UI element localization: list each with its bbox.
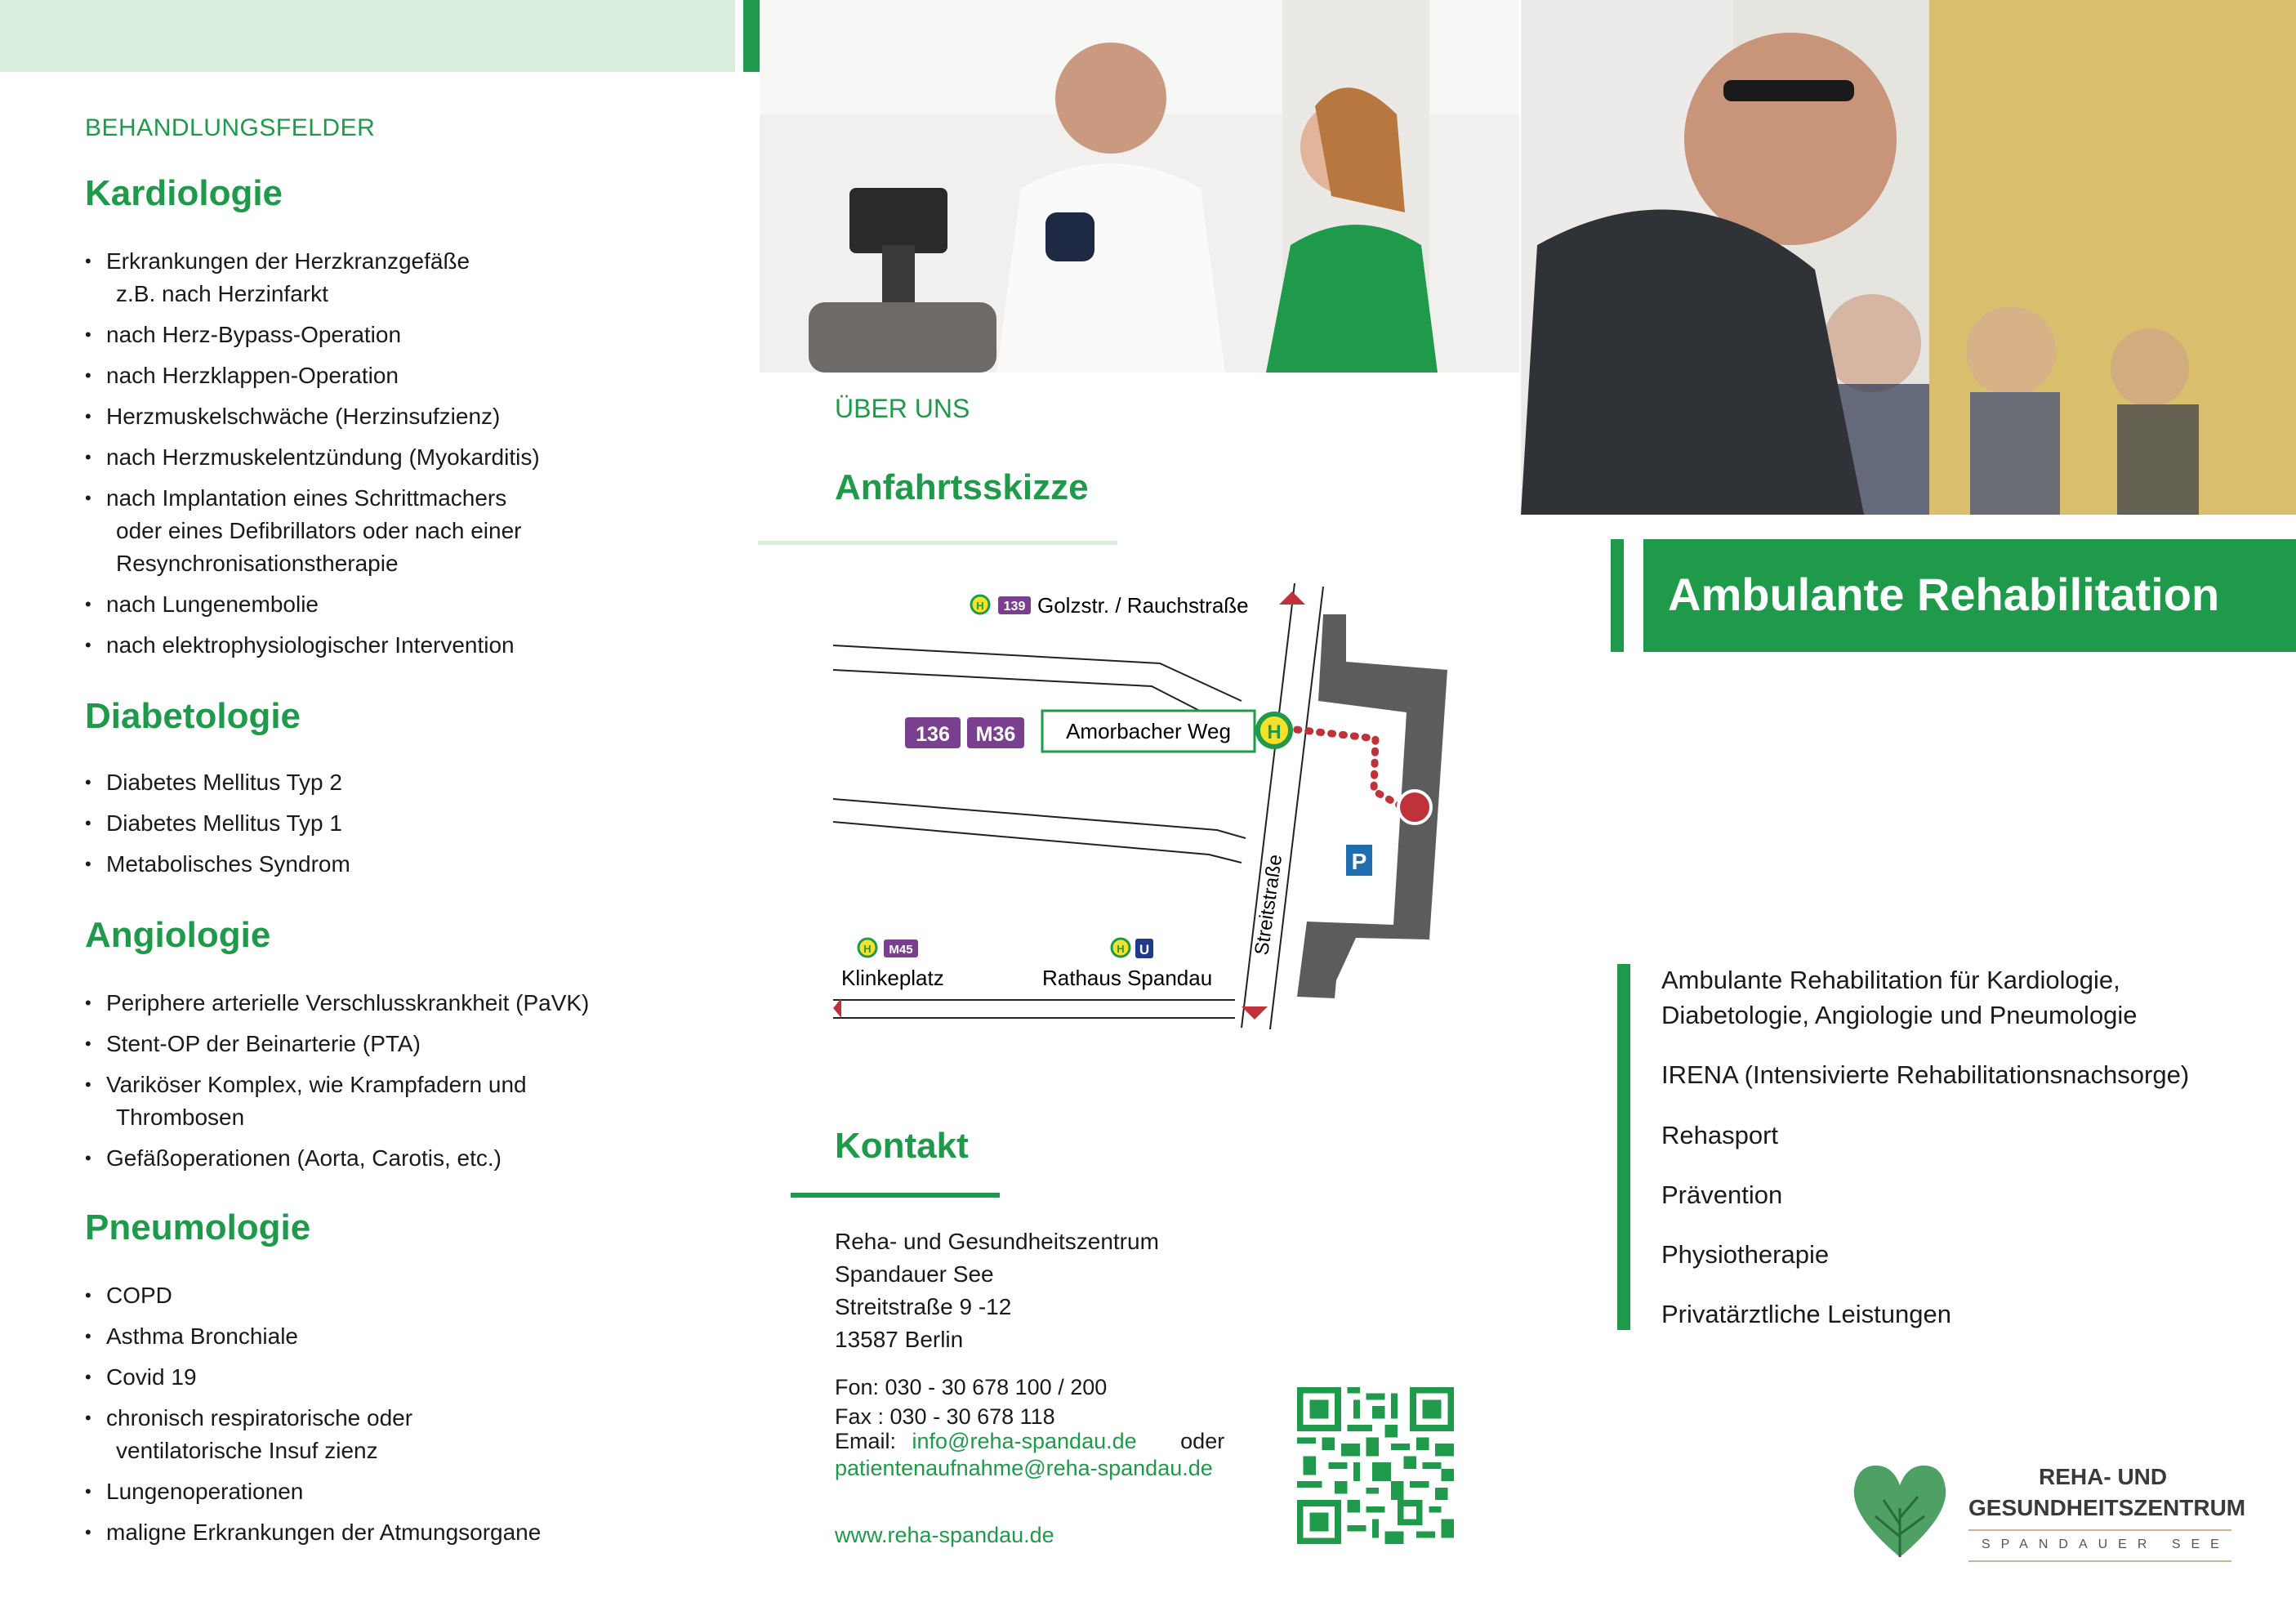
stop-name-golzstr: Golzstr. / Rauchstraße [1037,593,1249,618]
list-item [85,1475,541,1508]
list-pneumologie [85,1279,541,1557]
service-item: Privatärztliche Leistungen [1661,1300,1951,1328]
list-item [85,400,540,433]
list-item-continuation: Resynchronisationstherapie [116,551,399,576]
list-angiologie [85,987,589,1183]
svg-text:139: 139 [1003,600,1026,614]
address-line: Spandauer See [835,1261,994,1287]
stop-name-klinkeplatz: Klinkeplatz [841,966,944,990]
svg-text:U: U [1139,942,1150,957]
list-item-text: Asthma Bronchiale [106,1323,299,1349]
phone-number: Fon: 030 - 30 678 100 / 200 [835,1375,1108,1399]
email-link-info[interactable]: info@reha-spandau.de [912,1429,1137,1453]
svg-text:M45: M45 [889,943,913,957]
list-item-text: Diabetes Mellitus Typ 1 [106,810,342,836]
service-item: Diabetologie, Angiologie und Pneumologie [1661,1001,2138,1029]
section-label-ueber-uns: ÜBER UNS [835,394,970,423]
list-item-text: Diabetes Mellitus Typ 2 [106,770,342,795]
email-label: Email: [835,1429,897,1453]
list-item [85,848,350,881]
list-item-text: Periphere arterielle Verschlusskrankheit (PaVK) [106,990,590,1015]
list-item-text: Metabolisches Syndrom [106,851,350,877]
list-item-text: maligne Erkrankungen der Atmungsorgane [106,1520,542,1545]
list-item-continuation: oder eines Defibrillators oder nach einer [116,518,522,543]
heading-kardiologie: Kardiologie [85,173,283,213]
svg-text:H: H [863,943,872,955]
green-accent-bar [743,0,760,72]
list-item-text: nach Herzmuskelentzündung (Myokarditis) [106,444,540,470]
logo-text-line3: SPANDAUER SEE [1982,1537,2230,1551]
address-line: Streitstraße 9 -12 [835,1294,1012,1319]
photo-group-therapy [1521,0,2296,515]
list-item [85,1028,589,1060]
list-item-continuation: ventilatorische Insuf zienz [116,1438,378,1463]
heading-angiologie: Angiologie [85,915,271,955]
email-or: oder [1180,1429,1225,1453]
tree-logo-icon [1843,1459,1957,1560]
bus-stop-icon-label: H [1267,721,1282,743]
page-title: Ambulante Rehabilitation [1668,569,2220,620]
list-kardiologie [85,245,540,670]
list-item-text: COPD [106,1283,172,1308]
green-accent-bar [1617,964,1630,1330]
street-label: Streitstraße [1251,853,1287,957]
list-item-text: nach Herzklappen-Operation [106,363,399,388]
list-item [85,1361,541,1394]
svg-text:136: 136 [916,723,950,746]
qr-code-icon [1297,1387,1454,1544]
list-item-continuation: Thrombosen [116,1105,245,1130]
photo-blood-pressure-check [760,0,1519,373]
service-item: IRENA (Intensivierte Rehabilitationsnachsorge) [1661,1060,2190,1089]
list-item [85,987,589,1020]
list-item [85,1142,589,1175]
arrow-icon [1242,1006,1268,1020]
list-item-text: chronisch respiratorische oder [106,1405,413,1430]
stop-name-rathaus-spandau: Rathaus Spandau [1042,966,1213,990]
list-item [85,766,350,799]
list-item [85,629,540,662]
email-link-patientenaufnahme[interactable]: patientenaufnahme@reha-spandau.de [835,1456,1213,1480]
logo-divider [1968,1529,2231,1531]
list-item [85,441,540,474]
fax-number: Fax : 030 - 30 678 118 [835,1404,1055,1429]
logo-text-line2: GESUNDHEITSZENTRUM [1968,1495,2246,1520]
divider [791,1193,1000,1198]
list-item [85,245,540,310]
list-item-text: Gefäßoperationen (Aorta, Carotis, etc.) [106,1145,502,1171]
list-item-text: Stent-OP der Beinarterie (PTA) [106,1031,421,1056]
list-item-text: nach Implantation eines Schrittmachers [106,485,507,511]
arrow-icon [833,998,841,1018]
list-item [85,359,540,392]
service-item: Ambulante Rehabilitation für Kardiologie, [1661,966,2120,994]
service-item: Rehasport [1661,1121,1779,1149]
svg-text:H: H [1117,943,1125,955]
email-row [835,1426,1224,1456]
route-map [833,572,1470,1029]
list-item [85,588,540,621]
list-item-text: Covid 19 [106,1364,197,1390]
logo-divider [1968,1560,2231,1562]
list-item [85,1320,541,1353]
logo-text-line1: REHA- UND [2039,1464,2168,1489]
address-block [835,1225,1159,1356]
list-item-text: Herzmuskelschwäche (Herzinsufzienz) [106,404,501,429]
phone-block [835,1372,1107,1431]
heading-anfahrtsskizze: Anfahrtsskizze [835,467,1089,507]
list-item-text: Variköser Komplex, wie Krampfadern und [106,1072,527,1097]
list-item [85,807,350,840]
list-item [85,1279,541,1312]
destination-marker-icon [1398,791,1431,823]
list-item [85,482,540,580]
address-line: 13587 Berlin [835,1327,964,1352]
list-item [85,319,540,351]
list-item [85,1069,589,1134]
svg-text:H: H [976,600,984,612]
list-diabetologie [85,766,350,889]
arrow-icon [1279,591,1305,605]
list-item-continuation: z.B. nach Herzinfarkt [116,281,328,306]
heading-pneumologie: Pneumologie [85,1207,311,1247]
stop-name-amorbacher-weg: Amorbacher Weg [1066,719,1231,743]
section-label-behandlungsfelder: BEHANDLUNGSFELDER [85,114,376,141]
svg-text:M36: M36 [975,723,1016,746]
heading-diabetologie: Diabetologie [85,696,301,736]
divider [758,541,1117,545]
list-item-text: Lungenoperationen [106,1479,304,1504]
address-line: Reha- und Gesundheitszentrum [835,1229,1159,1254]
list-item [85,1402,541,1467]
list-item-text: nach Herz-Bypass-Operation [106,322,402,347]
list-item-text: Erkrankungen der Herzkranzgefäße [106,248,470,274]
list-item-text: nach elektrophysiologischer Intervention [106,632,515,658]
website-link[interactable]: www.reha-spandau.de [835,1523,1054,1547]
list-item-text: nach Lungenembolie [106,591,319,617]
top-light-green-strip [0,0,735,72]
service-item: Physiotherapie [1661,1240,1830,1269]
heading-kontakt: Kontakt [835,1126,969,1166]
green-accent-bar [1611,539,1624,652]
list-item [85,1516,541,1549]
parking-label: P [1351,849,1367,874]
service-item: Prävention [1661,1180,1783,1209]
